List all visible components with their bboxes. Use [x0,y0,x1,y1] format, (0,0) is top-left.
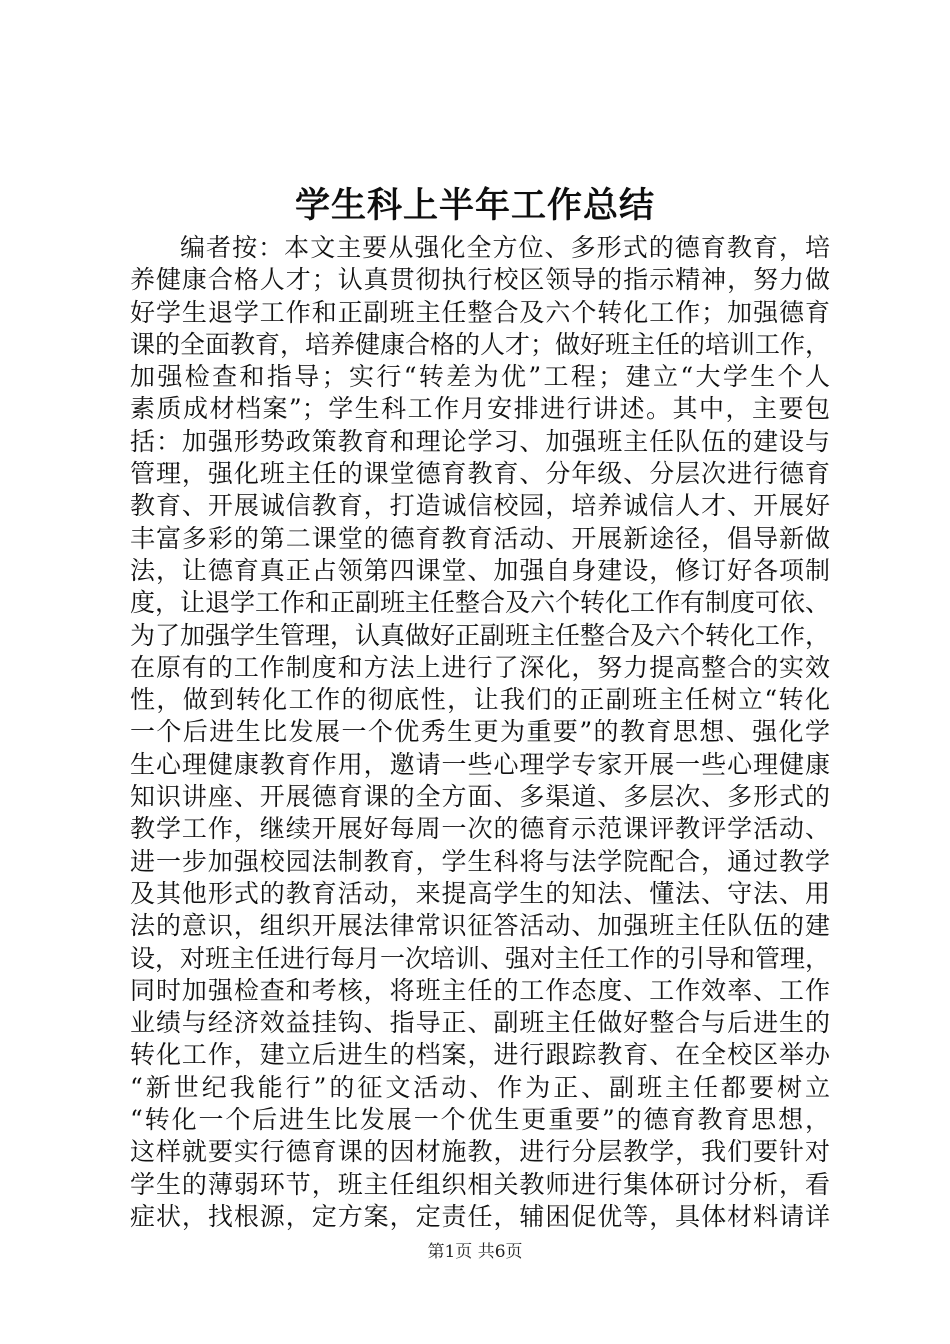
body-line: 学生的薄弱环节，班主任组织相关教师进行集体研讨分析，看 [130,1169,830,1199]
body-line: 性，做到转化工作的彻底性，让我们的正副班主任树立“转化 [130,685,830,715]
body-line: 转化工作，建立后进生的档案，进行跟踪教育、在全校区举办 [130,1040,830,1070]
body-line: 好学生退学工作和正副班主任整合及六个转化工作；加强德育 [130,297,830,327]
body-line: 度，让退学工作和正副班主任整合及六个转化工作有制度可依、 [130,588,830,618]
document-body [130,232,830,1233]
body-line: 素质成材档案”；学生科工作月安排进行讲述。其中，主要包 [130,394,830,424]
body-line: 症状，找根源，定方案，定责任，辅困促优等，具体材料请详 [130,1201,830,1231]
body-line: 法，让德育真正占领第四课堂、加强自身建设，修订好各项制 [130,555,830,585]
body-line: 丰富多彩的第二课堂的德育教育活动、开展新途径，倡导新做 [130,523,830,553]
body-line: 在原有的工作制度和方法上进行了深化，努力提高整合的实效 [130,652,830,682]
document-title: 学生科上半年工作总结 [294,186,655,226]
body-line: 括：加强形势政策教育和理论学习、加强班主任队伍的建设与 [130,426,830,456]
body-line: 管理，强化班主任的课堂德育教育、分年级、分层次进行德育 [130,459,830,489]
body-line: 及其他形式的教育活动，来提高学生的知法、懂法、守法、用 [130,878,830,908]
body-line: 教育、开展诚信教育，打造诚信校园，培养诚信人才、开展好 [130,491,830,521]
body-line: 为了加强学生管理，认真做好正副班主任整合及六个转化工作， [130,620,830,650]
body-line: 设，对班主任进行每月一次培训、强对主任工作的引导和管理， [130,943,830,973]
page-number-footer: 第1页 共6页 [427,1242,523,1262]
body-line: 知识讲座、开展德育课的全方面、多渠道、多层次、多形式的 [130,782,830,812]
body-line: 养健康合格人才；认真贯彻执行校区领导的指示精神，努力做 [130,265,830,295]
body-line: 法的意识，组织开展法律常识征答活动、加强班主任队伍的建 [130,911,830,941]
body-line: 进一步加强校园法制教育，学生科将与法学院配合，通过教学 [130,846,830,876]
body-line: 业绩与经济效益挂钩、指导正、副班主任做好整合与后进生的 [130,1008,830,1038]
body-line: 一个后进生比发展一个优秀生更为重要”的教育思想、强化学 [130,717,830,747]
body-line: “新世纪我能行”的征文活动、作为正、副班主任都要树立 [130,1072,830,1102]
body-line: 生心理健康教育作用，邀请一些心理学专家开展一些心理健康 [130,749,830,779]
body-line: 这样就要实行德育课的因材施教，进行分层教学，我们要针对 [130,1137,830,1167]
body-line: 编者按：本文主要从强化全方位、多形式的德育教育，培 [180,233,830,262]
body-line: 教学工作，继续开展好每周一次的德育示范课评教评学活动、 [130,814,830,844]
body-line: “转化一个后进生比发展一个优生更重要”的德育教育思想， [130,1105,830,1135]
body-line: 加强检查和指导；实行“转差为优”工程；建立“大学生个人 [130,362,830,392]
body-line: 同时加强检查和考核，将班主任的工作态度、工作效率、工作 [130,975,830,1005]
body-line: 课的全面教育，培养健康合格的人才；做好班主任的培训工作， [130,329,830,359]
